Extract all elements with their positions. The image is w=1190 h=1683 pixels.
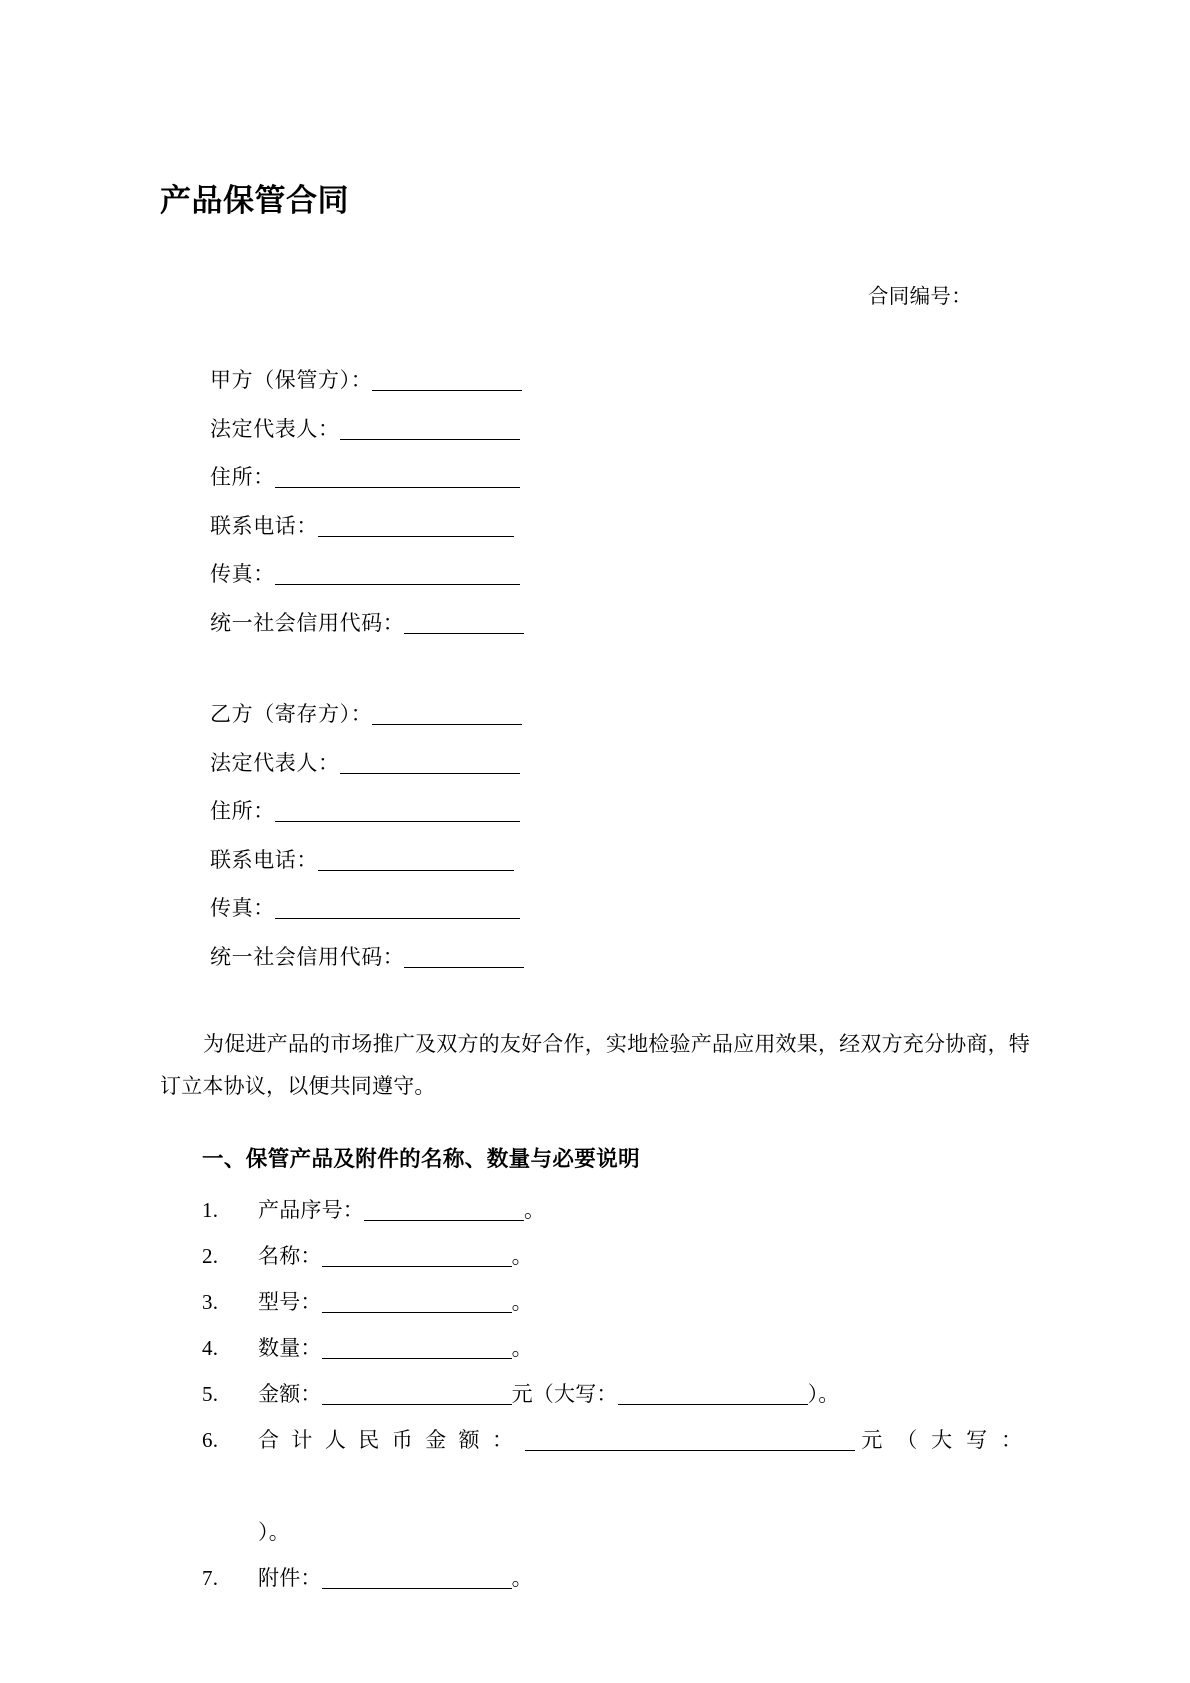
party-b-fax-label: 传真： <box>210 896 275 920</box>
party-b-fax-blank[interactable] <box>275 898 520 919</box>
party-a-address-label: 住所： <box>210 465 275 489</box>
list-item <box>160 1555 1030 1601</box>
party-a-fax-row <box>210 550 1030 599</box>
party-a-block <box>160 356 1030 647</box>
contract-number-label: 合同编号： <box>868 285 972 308</box>
intro-paragraph: 为促进产品的市场推广及双方的友好合作，实地检验产品应用效果，经双方充分协商，特订立本协议，以便共同遵守。 <box>160 1032 1030 1098</box>
list-item <box>160 1417 1030 1555</box>
party-b-address-blank[interactable] <box>275 801 520 822</box>
party-a-phone-row <box>210 502 1030 551</box>
party-b-phone-blank[interactable] <box>318 850 514 871</box>
party-b-legal-rep-label: 法定代表人： <box>210 750 340 775</box>
list-item-label: 金额： <box>258 1382 322 1406</box>
product-name-blank[interactable] <box>322 1246 512 1267</box>
party-b-address-row <box>210 787 1030 836</box>
party-a-address-row <box>210 453 1030 502</box>
party-b-credit-code-row <box>210 933 1030 982</box>
party-b-name-blank[interactable] <box>372 704 522 725</box>
party-a-phone-blank[interactable] <box>318 516 514 537</box>
list-item-label: 名称： <box>258 1244 322 1268</box>
list-item-mid: 元（大写： <box>855 1428 1031 1452</box>
list-item-label: 型号： <box>258 1290 322 1314</box>
product-serial-blank[interactable] <box>364 1200 524 1221</box>
party-a-name-blank[interactable] <box>372 370 522 391</box>
list-item-tail: ）。 <box>807 1382 840 1406</box>
party-a-credit-code-blank[interactable] <box>404 613 524 634</box>
party-a-fax-blank[interactable] <box>275 564 520 585</box>
party-a-address-blank[interactable] <box>275 467 520 488</box>
list-item <box>160 1371 1030 1417</box>
party-b-block <box>160 690 1030 981</box>
list-item <box>160 1279 1030 1325</box>
party-b-fax-row <box>210 884 1030 933</box>
page-title: 产品保管合同 <box>160 183 349 218</box>
list-item-number: 1. <box>202 1198 219 1222</box>
list-item-mid: 元（大写： <box>511 1382 618 1406</box>
party-b-credit-code-label: 统一社会信用代码： <box>210 944 405 969</box>
party-a-phone-label: 联系电话： <box>210 513 318 538</box>
party-b-legal-rep-blank[interactable] <box>340 753 520 774</box>
section-one-item-list <box>160 1187 1030 1601</box>
party-b-address-label: 住所： <box>210 799 275 823</box>
attachment-blank[interactable] <box>322 1568 512 1589</box>
product-model-blank[interactable] <box>322 1292 512 1313</box>
party-b-legal-rep-row <box>210 739 1030 788</box>
amount-blank[interactable] <box>322 1384 512 1405</box>
list-item-tail: 。 <box>511 1566 533 1590</box>
party-a-legal-rep-blank[interactable] <box>340 419 520 440</box>
list-item-label: 附件： <box>258 1566 322 1590</box>
party-a-legal-rep-label: 法定代表人： <box>210 416 340 441</box>
list-item-tail: 。 <box>511 1244 533 1268</box>
total-amount-blank[interactable] <box>525 1430 855 1451</box>
party-a-credit-code-label: 统一社会信用代码： <box>210 610 405 635</box>
party-a-label: 甲方（保管方）： <box>210 368 373 392</box>
list-item-label: 合计人民币金额： <box>258 1428 526 1452</box>
list-item-number: 5. <box>202 1382 219 1406</box>
party-a-credit-code-row <box>210 599 1030 648</box>
contract-number-row <box>160 282 1030 312</box>
party-b-phone-label: 联系电话： <box>210 847 318 872</box>
party-a-name-row <box>210 356 1030 405</box>
list-item <box>160 1325 1030 1371</box>
list-item-number: 3. <box>202 1290 219 1314</box>
list-item-label: 数量： <box>258 1336 322 1360</box>
product-quantity-blank[interactable] <box>322 1338 512 1359</box>
list-item <box>160 1187 1030 1233</box>
list-item-tail: 。 <box>511 1336 533 1360</box>
list-item-number: 2. <box>202 1244 219 1268</box>
list-item-tail: ）。 <box>258 1520 290 1544</box>
party-b-label: 乙方（寄存方）： <box>210 702 373 726</box>
party-b-credit-code-blank[interactable] <box>404 947 524 968</box>
list-item <box>160 1233 1030 1279</box>
section-one-heading: 一、保管产品及附件的名称、数量与必要说明 <box>202 1147 641 1171</box>
list-item-label: 产品序号： <box>258 1198 364 1222</box>
party-a-legal-rep-row <box>210 405 1030 454</box>
list-item-number: 7. <box>202 1566 219 1590</box>
party-b-name-row <box>210 690 1030 739</box>
amount-in-words-blank[interactable] <box>618 1384 808 1405</box>
list-item-tail: 。 <box>511 1290 533 1314</box>
party-a-fax-label: 传真： <box>210 562 275 586</box>
list-item-number: 6. <box>202 1428 219 1452</box>
party-b-phone-row <box>210 836 1030 885</box>
list-item-tail: 。 <box>524 1198 546 1222</box>
document-content <box>160 0 1030 1601</box>
list-item-number: 4. <box>202 1336 219 1360</box>
